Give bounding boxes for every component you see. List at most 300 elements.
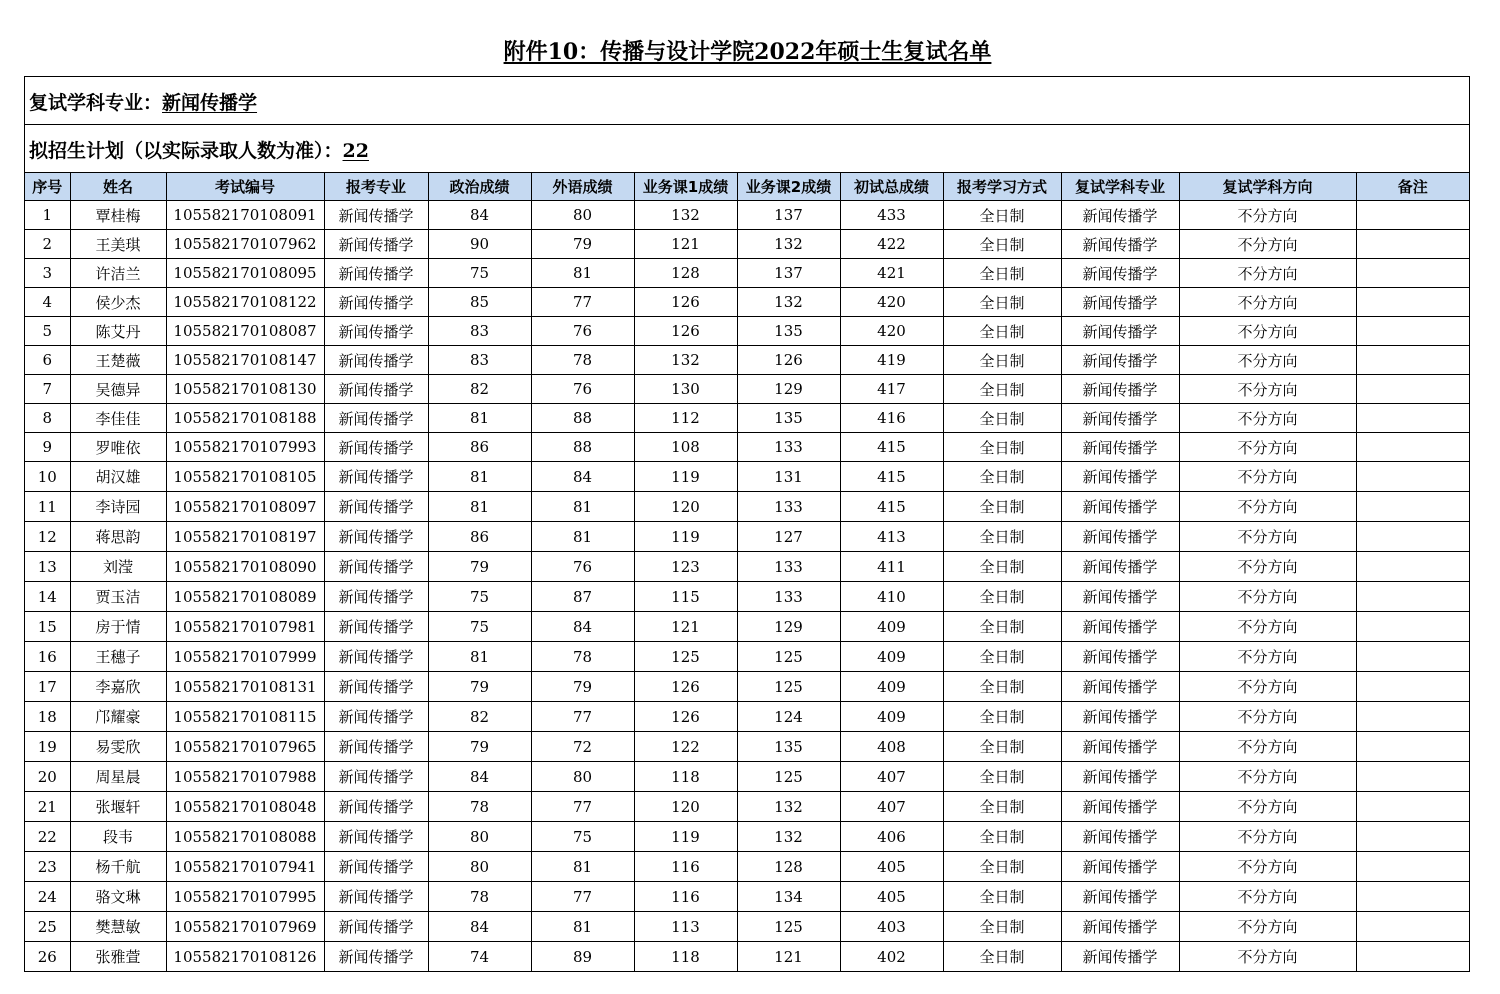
cell-name: 许洁兰 — [70, 259, 166, 288]
cell-remarks — [1356, 642, 1469, 672]
cell-applied-major: 新闻传播学 — [324, 201, 428, 230]
cell-retest-direction: 不分方向 — [1179, 612, 1356, 642]
cell-seq: 21 — [25, 792, 70, 822]
cell-retest-major: 新闻传播学 — [1061, 230, 1179, 259]
cell-study-mode: 全日制 — [943, 552, 1061, 582]
cell-seq: 8 — [25, 404, 70, 433]
cell-total-score: 405 — [840, 882, 943, 912]
cell-total-score: 409 — [840, 672, 943, 702]
cell-retest-direction: 不分方向 — [1179, 404, 1356, 433]
cell-remarks — [1356, 492, 1469, 522]
cell-course1-score: 115 — [634, 582, 737, 612]
cell-seq: 2 — [25, 230, 70, 259]
cell-name: 段韦 — [70, 822, 166, 852]
cell-retest-major: 新闻传播学 — [1061, 762, 1179, 792]
cell-course2-score: 135 — [737, 732, 840, 762]
cell-study-mode: 全日制 — [943, 672, 1061, 702]
major-value: 新闻传播学 — [162, 92, 258, 114]
cell-retest-major: 新闻传播学 — [1061, 259, 1179, 288]
cell-applied-major: 新闻传播学 — [324, 852, 428, 882]
cell-foreign-language-score: 77 — [531, 702, 634, 732]
cell-course2-score: 132 — [737, 822, 840, 852]
cell-study-mode: 全日制 — [943, 912, 1061, 942]
cell-course1-score: 123 — [634, 552, 737, 582]
cell-remarks — [1356, 582, 1469, 612]
cell-course1-score: 108 — [634, 433, 737, 462]
cell-name: 邝耀豪 — [70, 702, 166, 732]
cell-course1-score: 119 — [634, 822, 737, 852]
cell-study-mode: 全日制 — [943, 762, 1061, 792]
cell-retest-major: 新闻传播学 — [1061, 822, 1179, 852]
table-row — [25, 346, 1469, 375]
cell-exam-id: 105582170108147 — [166, 346, 324, 375]
cell-remarks — [1356, 792, 1469, 822]
cell-exam-id: 105582170108091 — [166, 201, 324, 230]
cell-total-score: 420 — [840, 288, 943, 317]
cell-course2-score: 129 — [737, 375, 840, 404]
cell-foreign-language-score: 77 — [531, 882, 634, 912]
cell-applied-major: 新闻传播学 — [324, 433, 428, 462]
cell-study-mode: 全日制 — [943, 522, 1061, 552]
cell-remarks — [1356, 672, 1469, 702]
cell-course2-score: 137 — [737, 259, 840, 288]
cell-remarks — [1356, 822, 1469, 852]
column-header-retest-major: 复试学科专业 — [1061, 173, 1179, 201]
cell-seq: 3 — [25, 259, 70, 288]
cell-course1-score: 128 — [634, 259, 737, 288]
cell-retest-direction: 不分方向 — [1179, 852, 1356, 882]
cell-study-mode: 全日制 — [943, 732, 1061, 762]
cell-retest-direction: 不分方向 — [1179, 792, 1356, 822]
cell-exam-id: 105582170107941 — [166, 852, 324, 882]
table-row — [25, 612, 1469, 642]
cell-total-score: 419 — [840, 346, 943, 375]
cell-applied-major: 新闻传播学 — [324, 317, 428, 346]
cell-course2-score: 132 — [737, 792, 840, 822]
cell-foreign-language-score: 75 — [531, 822, 634, 852]
cell-course1-score: 118 — [634, 762, 737, 792]
cell-retest-direction: 不分方向 — [1179, 201, 1356, 230]
cell-retest-direction: 不分方向 — [1179, 672, 1356, 702]
cell-foreign-language-score: 89 — [531, 942, 634, 972]
cell-foreign-language-score: 84 — [531, 462, 634, 492]
cell-study-mode: 全日制 — [943, 433, 1061, 462]
cell-course1-score: 132 — [634, 201, 737, 230]
cell-course1-score: 126 — [634, 317, 737, 346]
major-info-row — [25, 77, 1469, 125]
cell-retest-direction: 不分方向 — [1179, 552, 1356, 582]
cell-course2-score: 133 — [737, 552, 840, 582]
cell-exam-id: 105582170108088 — [166, 822, 324, 852]
cell-politics-score: 79 — [428, 732, 531, 762]
cell-exam-id: 105582170108087 — [166, 317, 324, 346]
cell-applied-major: 新闻传播学 — [324, 642, 428, 672]
cell-retest-direction: 不分方向 — [1179, 582, 1356, 612]
cell-remarks — [1356, 942, 1469, 972]
table-row — [25, 912, 1469, 942]
cell-exam-id: 105582170107981 — [166, 612, 324, 642]
cell-name: 周星晨 — [70, 762, 166, 792]
cell-name: 贾玉洁 — [70, 582, 166, 612]
cell-total-score: 406 — [840, 822, 943, 852]
cell-seq: 17 — [25, 672, 70, 702]
cell-seq: 10 — [25, 462, 70, 492]
column-header-retest-direction: 复试学科方向 — [1179, 173, 1356, 201]
cell-course2-score: 125 — [737, 672, 840, 702]
cell-study-mode: 全日制 — [943, 201, 1061, 230]
cell-total-score: 413 — [840, 522, 943, 552]
cell-study-mode: 全日制 — [943, 582, 1061, 612]
cell-foreign-language-score: 78 — [531, 346, 634, 375]
table-row — [25, 672, 1469, 702]
cell-applied-major: 新闻传播学 — [324, 375, 428, 404]
cell-study-mode: 全日制 — [943, 462, 1061, 492]
cell-total-score: 422 — [840, 230, 943, 259]
cell-course1-score: 116 — [634, 882, 737, 912]
cell-retest-major: 新闻传播学 — [1061, 582, 1179, 612]
cell-name: 张雅萱 — [70, 942, 166, 972]
cell-applied-major: 新闻传播学 — [324, 612, 428, 642]
cell-applied-major: 新闻传播学 — [324, 942, 428, 972]
cell-study-mode: 全日制 — [943, 492, 1061, 522]
cell-remarks — [1356, 522, 1469, 552]
cell-study-mode: 全日制 — [943, 882, 1061, 912]
cell-remarks — [1356, 317, 1469, 346]
table-row — [25, 522, 1469, 552]
cell-name: 樊慧敏 — [70, 912, 166, 942]
cell-total-score: 405 — [840, 852, 943, 882]
cell-retest-direction: 不分方向 — [1179, 942, 1356, 972]
column-header-remarks: 备注 — [1356, 173, 1469, 201]
cell-retest-direction: 不分方向 — [1179, 346, 1356, 375]
cell-course1-score: 126 — [634, 672, 737, 702]
table-row — [25, 582, 1469, 612]
cell-applied-major: 新闻传播学 — [324, 672, 428, 702]
column-header-seq: 序号 — [25, 173, 70, 201]
cell-retest-major: 新闻传播学 — [1061, 346, 1179, 375]
cell-politics-score: 90 — [428, 230, 531, 259]
cell-remarks — [1356, 612, 1469, 642]
cell-course2-score: 129 — [737, 612, 840, 642]
cell-course2-score: 133 — [737, 582, 840, 612]
cell-course2-score: 135 — [737, 317, 840, 346]
table-row — [25, 702, 1469, 732]
cell-remarks — [1356, 762, 1469, 792]
cell-retest-major: 新闻传播学 — [1061, 201, 1179, 230]
cell-name: 杨千航 — [70, 852, 166, 882]
cell-course2-score: 125 — [737, 912, 840, 942]
cell-study-mode: 全日制 — [943, 230, 1061, 259]
cell-study-mode: 全日制 — [943, 852, 1061, 882]
cell-retest-major: 新闻传播学 — [1061, 492, 1179, 522]
cell-study-mode: 全日制 — [943, 288, 1061, 317]
cell-applied-major: 新闻传播学 — [324, 792, 428, 822]
cell-foreign-language-score: 81 — [531, 912, 634, 942]
cell-total-score: 410 — [840, 582, 943, 612]
cell-study-mode: 全日制 — [943, 346, 1061, 375]
cell-name: 易雯欣 — [70, 732, 166, 762]
cell-course1-score: 121 — [634, 612, 737, 642]
cell-applied-major: 新闻传播学 — [324, 404, 428, 433]
cell-politics-score: 84 — [428, 912, 531, 942]
table-row — [25, 552, 1469, 582]
cell-foreign-language-score: 80 — [531, 762, 634, 792]
cell-retest-major: 新闻传播学 — [1061, 288, 1179, 317]
cell-name: 张堰轩 — [70, 792, 166, 822]
cell-total-score: 416 — [840, 404, 943, 433]
cell-course1-score: 130 — [634, 375, 737, 404]
cell-politics-score: 80 — [428, 822, 531, 852]
cell-politics-score: 83 — [428, 346, 531, 375]
cell-study-mode: 全日制 — [943, 404, 1061, 433]
cell-politics-score: 78 — [428, 792, 531, 822]
cell-applied-major: 新闻传播学 — [324, 582, 428, 612]
cell-retest-direction: 不分方向 — [1179, 882, 1356, 912]
cell-foreign-language-score: 76 — [531, 552, 634, 582]
cell-politics-score: 75 — [428, 612, 531, 642]
cell-exam-id: 105582170108089 — [166, 582, 324, 612]
cell-study-mode: 全日制 — [943, 375, 1061, 404]
cell-name: 李佳佳 — [70, 404, 166, 433]
cell-exam-id: 105582170108105 — [166, 462, 324, 492]
cell-course1-score: 118 — [634, 942, 737, 972]
cell-applied-major: 新闻传播学 — [324, 462, 428, 492]
cell-course1-score: 116 — [634, 852, 737, 882]
column-header-course2-score: 业务课2成绩 — [737, 173, 840, 201]
table-row — [25, 375, 1469, 404]
cell-retest-major: 新闻传播学 — [1061, 375, 1179, 404]
cell-retest-major: 新闻传播学 — [1061, 792, 1179, 822]
cell-exam-id: 105582170107962 — [166, 230, 324, 259]
cell-course2-score: 133 — [737, 433, 840, 462]
cell-exam-id: 105582170108048 — [166, 792, 324, 822]
table-row — [25, 230, 1469, 259]
cell-applied-major: 新闻传播学 — [324, 732, 428, 762]
cell-study-mode: 全日制 — [943, 612, 1061, 642]
cell-course2-score: 132 — [737, 288, 840, 317]
cell-foreign-language-score: 79 — [531, 230, 634, 259]
cell-exam-id: 105582170108131 — [166, 672, 324, 702]
cell-applied-major: 新闻传播学 — [324, 882, 428, 912]
cell-retest-direction: 不分方向 — [1179, 288, 1356, 317]
cell-politics-score: 81 — [428, 642, 531, 672]
cell-seq: 4 — [25, 288, 70, 317]
cell-politics-score: 79 — [428, 552, 531, 582]
cell-seq: 7 — [25, 375, 70, 404]
cell-course2-score: 133 — [737, 492, 840, 522]
cell-seq: 24 — [25, 882, 70, 912]
cell-name: 蒋思韵 — [70, 522, 166, 552]
table-row — [25, 882, 1469, 912]
cell-exam-id: 105582170108130 — [166, 375, 324, 404]
cell-total-score: 409 — [840, 612, 943, 642]
column-header-total-score: 初试总成绩 — [840, 173, 943, 201]
cell-exam-id: 105582170107965 — [166, 732, 324, 762]
cell-course1-score: 126 — [634, 702, 737, 732]
cell-exam-id: 105582170108197 — [166, 522, 324, 552]
cell-retest-direction: 不分方向 — [1179, 762, 1356, 792]
cell-retest-direction: 不分方向 — [1179, 433, 1356, 462]
cell-foreign-language-score: 72 — [531, 732, 634, 762]
cell-foreign-language-score: 80 — [531, 201, 634, 230]
cell-name: 胡汉雄 — [70, 462, 166, 492]
cell-remarks — [1356, 912, 1469, 942]
cell-remarks — [1356, 346, 1469, 375]
cell-seq: 18 — [25, 702, 70, 732]
table-row — [25, 822, 1469, 852]
cell-retest-direction: 不分方向 — [1179, 732, 1356, 762]
cell-politics-score: 75 — [428, 259, 531, 288]
cell-name: 侯少杰 — [70, 288, 166, 317]
cell-seq: 9 — [25, 433, 70, 462]
cell-seq: 14 — [25, 582, 70, 612]
cell-total-score: 409 — [840, 642, 943, 672]
cell-retest-major: 新闻传播学 — [1061, 433, 1179, 462]
cell-seq: 5 — [25, 317, 70, 346]
cell-retest-direction: 不分方向 — [1179, 317, 1356, 346]
cell-total-score: 407 — [840, 762, 943, 792]
document-title: 附件10：传播与设计学院2022年硕士生复试名单 — [503, 39, 992, 65]
cell-retest-direction: 不分方向 — [1179, 522, 1356, 552]
cell-seq: 1 — [25, 201, 70, 230]
cell-remarks — [1356, 433, 1469, 462]
cell-remarks — [1356, 852, 1469, 882]
cell-foreign-language-score: 76 — [531, 375, 634, 404]
cell-remarks — [1356, 702, 1469, 732]
cell-total-score: 411 — [840, 552, 943, 582]
cell-applied-major: 新闻传播学 — [324, 822, 428, 852]
cell-applied-major: 新闻传播学 — [324, 522, 428, 552]
cell-retest-major: 新闻传播学 — [1061, 672, 1179, 702]
cell-total-score: 420 — [840, 317, 943, 346]
cell-applied-major: 新闻传播学 — [324, 288, 428, 317]
table-row — [25, 201, 1469, 230]
cell-exam-id: 105582170108097 — [166, 492, 324, 522]
cell-remarks — [1356, 462, 1469, 492]
column-header-politics-score: 政治成绩 — [428, 173, 531, 201]
cell-foreign-language-score: 88 — [531, 433, 634, 462]
cell-name: 刘滢 — [70, 552, 166, 582]
cell-course2-score: 134 — [737, 882, 840, 912]
cell-seq: 11 — [25, 492, 70, 522]
cell-study-mode: 全日制 — [943, 317, 1061, 346]
cell-remarks — [1356, 732, 1469, 762]
cell-remarks — [1356, 288, 1469, 317]
applicant-sheet — [24, 76, 1470, 972]
cell-seq: 23 — [25, 852, 70, 882]
cell-retest-major: 新闻传播学 — [1061, 404, 1179, 433]
cell-study-mode: 全日制 — [943, 942, 1061, 972]
cell-exam-id: 105582170107988 — [166, 762, 324, 792]
cell-retest-direction: 不分方向 — [1179, 702, 1356, 732]
cell-remarks — [1356, 552, 1469, 582]
cell-retest-major: 新闻传播学 — [1061, 642, 1179, 672]
cell-remarks — [1356, 259, 1469, 288]
cell-course2-score: 125 — [737, 642, 840, 672]
cell-retest-direction: 不分方向 — [1179, 462, 1356, 492]
cell-seq: 13 — [25, 552, 70, 582]
cell-course2-score: 125 — [737, 762, 840, 792]
cell-name: 李诗园 — [70, 492, 166, 522]
cell-foreign-language-score: 77 — [531, 288, 634, 317]
cell-seq: 22 — [25, 822, 70, 852]
cell-politics-score: 86 — [428, 522, 531, 552]
cell-remarks — [1356, 404, 1469, 433]
cell-course2-score: 137 — [737, 201, 840, 230]
cell-course2-score: 132 — [737, 230, 840, 259]
cell-retest-major: 新闻传播学 — [1061, 462, 1179, 492]
cell-retest-major: 新闻传播学 — [1061, 522, 1179, 552]
plan-info-row — [25, 125, 1469, 173]
cell-total-score: 415 — [840, 433, 943, 462]
cell-politics-score: 81 — [428, 492, 531, 522]
cell-retest-direction: 不分方向 — [1179, 230, 1356, 259]
cell-retest-major: 新闻传播学 — [1061, 942, 1179, 972]
cell-foreign-language-score: 81 — [531, 522, 634, 552]
cell-seq: 20 — [25, 762, 70, 792]
cell-remarks — [1356, 375, 1469, 404]
cell-applied-major: 新闻传播学 — [324, 492, 428, 522]
column-header-exam-id: 考试编号 — [166, 173, 324, 201]
cell-seq: 12 — [25, 522, 70, 552]
major-label: 复试学科专业： — [29, 92, 163, 114]
cell-applied-major: 新闻传播学 — [324, 259, 428, 288]
cell-name: 王楚薇 — [70, 346, 166, 375]
cell-study-mode: 全日制 — [943, 792, 1061, 822]
cell-politics-score: 82 — [428, 375, 531, 404]
cell-course2-score: 131 — [737, 462, 840, 492]
cell-politics-score: 82 — [428, 702, 531, 732]
cell-name: 覃桂梅 — [70, 201, 166, 230]
cell-course1-score: 119 — [634, 522, 737, 552]
cell-politics-score: 78 — [428, 882, 531, 912]
cell-study-mode: 全日制 — [943, 642, 1061, 672]
cell-foreign-language-score: 81 — [531, 259, 634, 288]
cell-seq: 6 — [25, 346, 70, 375]
cell-exam-id: 105582170108090 — [166, 552, 324, 582]
cell-seq: 26 — [25, 942, 70, 972]
cell-politics-score: 84 — [428, 201, 531, 230]
cell-seq: 19 — [25, 732, 70, 762]
applicant-table — [25, 173, 1469, 971]
cell-study-mode: 全日制 — [943, 822, 1061, 852]
cell-course2-score: 127 — [737, 522, 840, 552]
cell-total-score: 403 — [840, 912, 943, 942]
column-header-name: 姓名 — [70, 173, 166, 201]
table-row — [25, 732, 1469, 762]
cell-course1-score: 119 — [634, 462, 737, 492]
cell-remarks — [1356, 882, 1469, 912]
cell-name: 吴德异 — [70, 375, 166, 404]
column-header-applied-major: 报考专业 — [324, 173, 428, 201]
cell-total-score: 433 — [840, 201, 943, 230]
table-row — [25, 642, 1469, 672]
plan-value: 22 — [342, 140, 369, 162]
cell-retest-direction: 不分方向 — [1179, 642, 1356, 672]
column-header-foreign-language-score: 外语成绩 — [531, 173, 634, 201]
cell-course1-score: 125 — [634, 642, 737, 672]
cell-retest-major: 新闻传播学 — [1061, 882, 1179, 912]
cell-course1-score: 132 — [634, 346, 737, 375]
cell-course2-score: 128 — [737, 852, 840, 882]
cell-applied-major: 新闻传播学 — [324, 552, 428, 582]
table-row — [25, 433, 1469, 462]
table-row — [25, 404, 1469, 433]
column-header-course1-score: 业务课1成绩 — [634, 173, 737, 201]
cell-course2-score: 124 — [737, 702, 840, 732]
cell-retest-major: 新闻传播学 — [1061, 612, 1179, 642]
table-row — [25, 259, 1469, 288]
